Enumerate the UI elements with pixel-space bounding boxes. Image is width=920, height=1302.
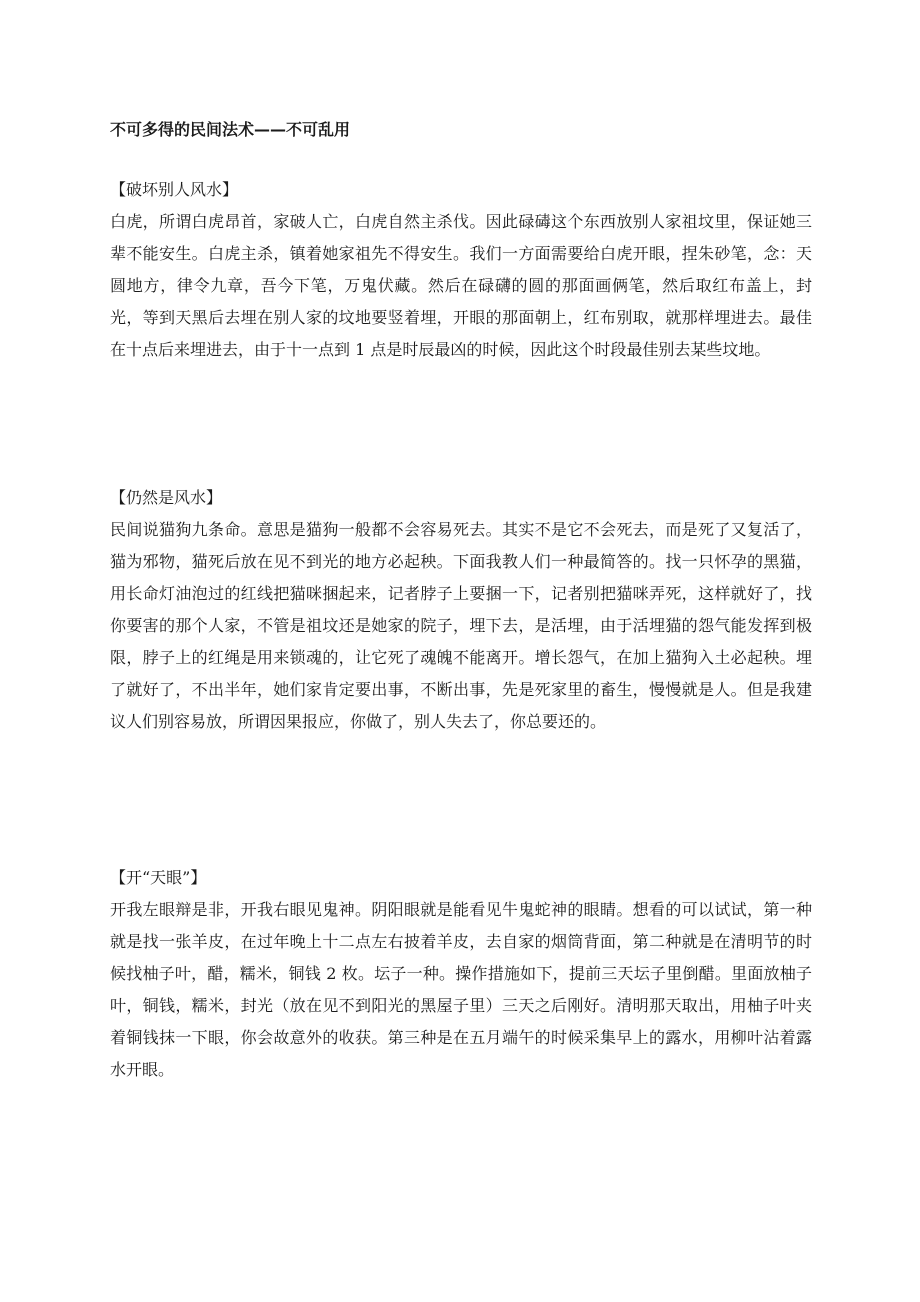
section-body: 民间说猫狗九条命。意思是猫狗一般都不会容易死去。其实不是它不会死去，而是死了又复活了，猫为邪物，猫死后放在见不到光的地方必起秧。下面我教人们一种最简答的。找一只怀孕的黑猫，用长命灯油泡过的红线把猫咪捆起来，记者脖子上要捆一下，记者别把猫咪弄死，这样就好了，找你要害的那个人家，不管是祖坟还是她家的院子，埋下去，是活埋，由于活埋猫的怨气能发挥到极限，脖子上的红绳是用来锁魂的，让它死了魂魄不能离开。增长怨气，在加上猫狗入土必起秧。埋了就好了，不出半年，她们家肯定要出事，不断出事，先是死家里的畜生，慢慢就是人。但是我建议人们别容易放，所谓因果报应，你做了，别人失去了，你总要还的。 [110, 520, 812, 731]
section-body: 白虎，所谓白虎昂首，家破人亡，白虎自然主杀伐。因此碌碡这个东西放别人家祖坟里，保证她三辈不能安生。白虎主杀，镇着她家祖先不得安生。我们一方面需要给白虎开眼，捏朱砂笔，念：天圆地方，律令九章，吾今下笔，万鬼伏藏。然后在碌礴的圆的那面画俩笔，然后取红布盖上，封光，等到天黑后去埋在别人家的坟地要竖着埋，开眼的那面朝上，红布别取，就那样埋进去。最佳在十点后来埋进去，由于十一点到 1 点是时辰最凶的时候，因此这个时段最佳别去某些坟地。 [110, 212, 812, 359]
section-destroy-fengshui [110, 174, 812, 366]
section-open-third-eye [110, 862, 812, 1086]
document-title: 不可多得的民间法术——不可乱用 [110, 120, 351, 139]
section-heading: 【破坏别人风水】 [110, 180, 239, 199]
section-heading: 【开“天眼”】 [110, 868, 207, 887]
section-heading: 【仍然是风水】 [110, 488, 223, 507]
section-still-fengshui [110, 482, 812, 738]
section-body: 开我左眼辩是非，开我右眼见鬼神。阴阳眼就是能看见牛鬼蛇神的眼睛。想看的可以试试，第一种就是找一张羊皮，在过年晚上十二点左右披着羊皮，去自家的烟筒背面，第二种就是在清明节的时候找柚子叶，醋，糯米，铜钱 2 枚。坛子一种。操作措施如下，提前三天坛子里倒醋。里面放柚子叶，铜钱，糯米，封光（放在见不到阳光的黑屋子里）三天之后刚好。清明那天取出，用柚子叶夹着铜钱抹一下眼，你会故意外的收获。第三种是在五月端午的时候采集早上的露水，用柳叶沾着露水开眼。 [110, 900, 812, 1079]
